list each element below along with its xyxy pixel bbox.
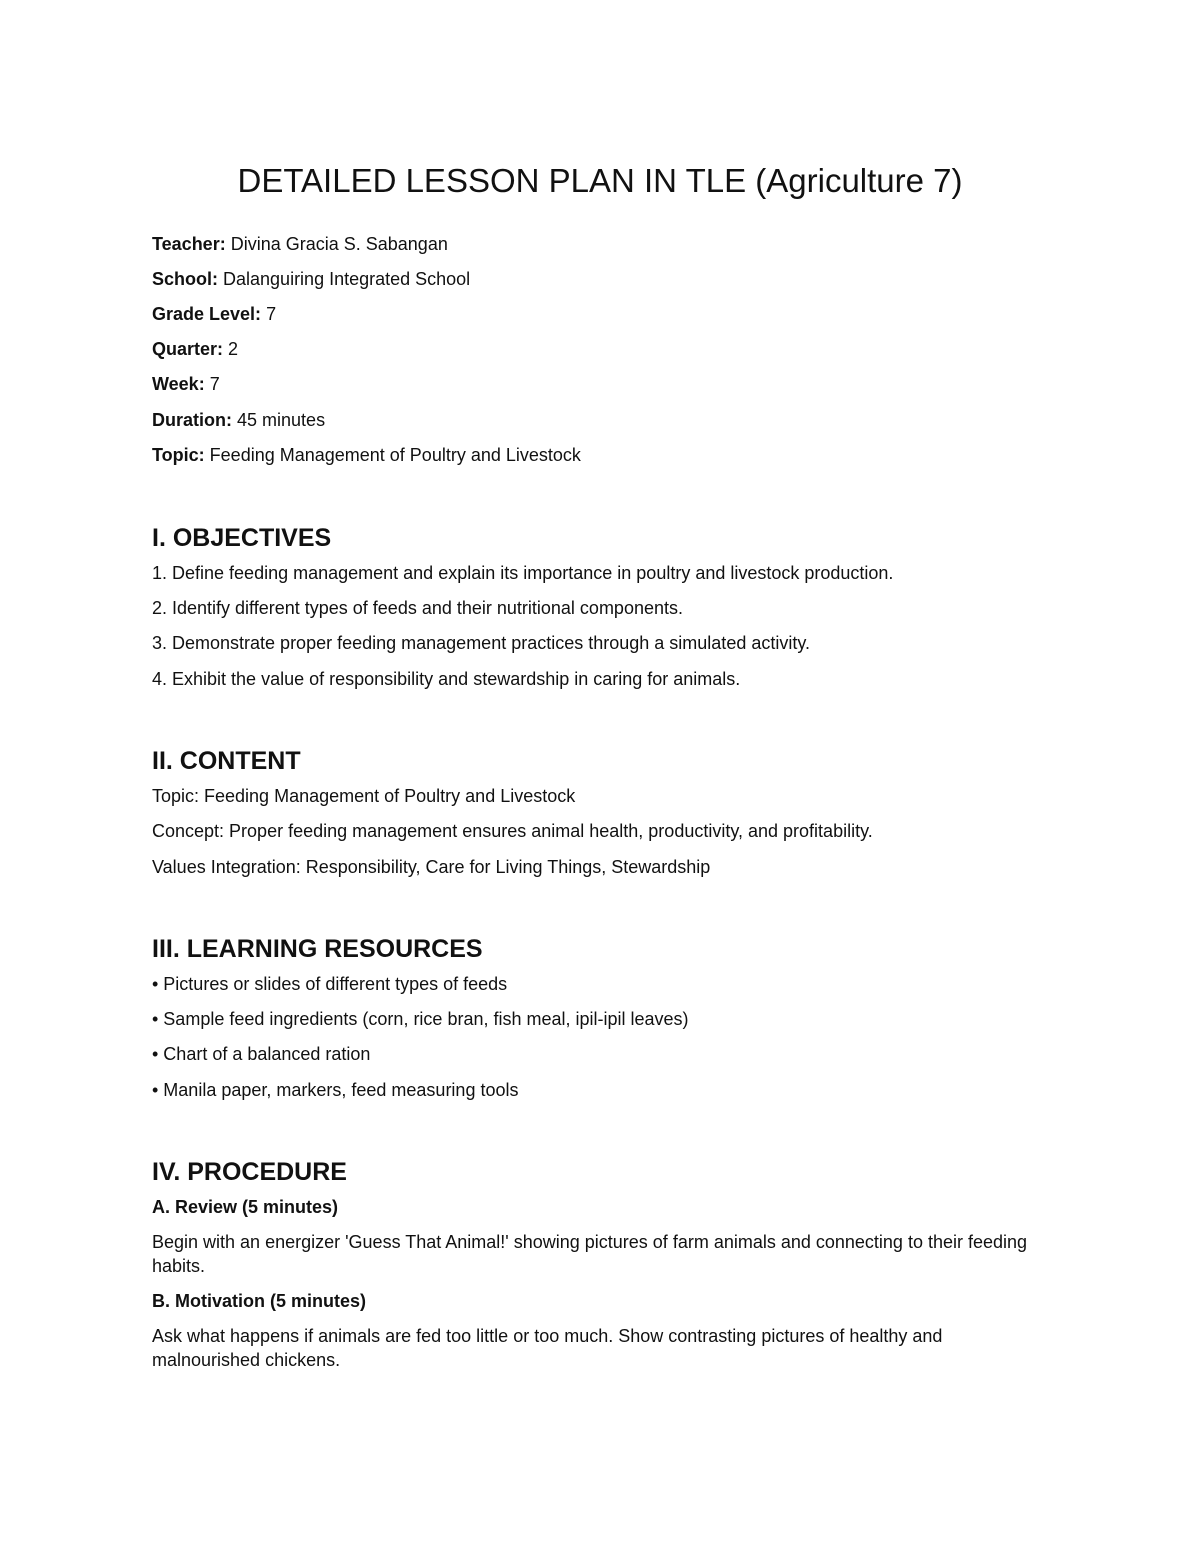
meta-grade-level	[152, 302, 276, 326]
meta-value: 2	[228, 339, 239, 359]
meta-value: 45 minutes	[237, 410, 326, 430]
meta-label: School:	[152, 269, 218, 289]
meta-label: Grade Level:	[152, 304, 262, 324]
meta-value: 7	[209, 374, 220, 394]
section-heading-objectives: I. OBJECTIVES	[152, 524, 332, 552]
meta-teacher	[152, 232, 448, 256]
content-item: Topic: Feeding Management of Poultry and Livestock	[152, 786, 576, 806]
procedure-step-title: A. Review (5 minutes)	[152, 1197, 339, 1217]
meta-school	[152, 267, 470, 291]
procedure-step-text: Begin with an energizer 'Guess That Animal!' showing pictures of farm animals and connecting to their feeding habits.	[152, 1232, 1028, 1276]
meta-duration	[152, 408, 325, 432]
meta-label: Quarter:	[152, 339, 224, 359]
meta-label: Teacher:	[152, 234, 226, 254]
objective-item: 2. Identify different types of feeds and their nutritional components.	[152, 598, 683, 618]
objective-item: 4. Exhibit the value of responsibility and stewardship in caring for animals.	[152, 669, 741, 689]
resource-item: • Chart of a balanced ration	[152, 1044, 371, 1064]
meta-label: Week:	[152, 374, 205, 394]
section-heading-resources: III. LEARNING RESOURCES	[152, 935, 483, 963]
meta-label: Topic:	[152, 445, 205, 465]
objective-item: 1. Define feeding management and explain its importance in poultry and livestock production.	[152, 563, 894, 583]
meta-quarter	[152, 337, 238, 361]
objective-item: 3. Demonstrate proper feeding management practices through a simulated activity.	[152, 633, 811, 653]
meta-value: Divina Gracia S. Sabangan	[230, 234, 448, 254]
resource-item: • Sample feed ingredients (corn, rice bran, fish meal, ipil-ipil leaves)	[152, 1009, 689, 1029]
procedure-step-title: B. Motivation (5 minutes)	[152, 1291, 367, 1311]
meta-value: Dalanguiring Integrated School	[223, 269, 471, 289]
content-item: Values Integration: Responsibility, Care for Living Things, Stewardship	[152, 857, 711, 877]
meta-value: Feeding Management of Poultry and Livestock	[209, 445, 581, 465]
meta-label: Duration:	[152, 410, 232, 430]
section-heading-procedure: IV. PROCEDURE	[152, 1158, 347, 1186]
content-item: Concept: Proper feeding management ensures animal health, productivity, and profitability.	[152, 821, 873, 841]
meta-topic	[152, 443, 581, 467]
resource-item: • Manila paper, markers, feed measuring tools	[152, 1080, 519, 1100]
section-heading-content: II. CONTENT	[152, 747, 301, 775]
page-title: DETAILED LESSON PLAN IN TLE (Agriculture 7)	[237, 162, 963, 199]
procedure-step-text: Ask what happens if animals are fed too little or too much. Show contrasting pictures of healthy and malnourished chickens.	[152, 1326, 943, 1370]
resource-item: • Pictures or slides of different types of feeds	[152, 974, 508, 994]
meta-week	[152, 372, 220, 396]
meta-value: 7	[266, 304, 277, 324]
